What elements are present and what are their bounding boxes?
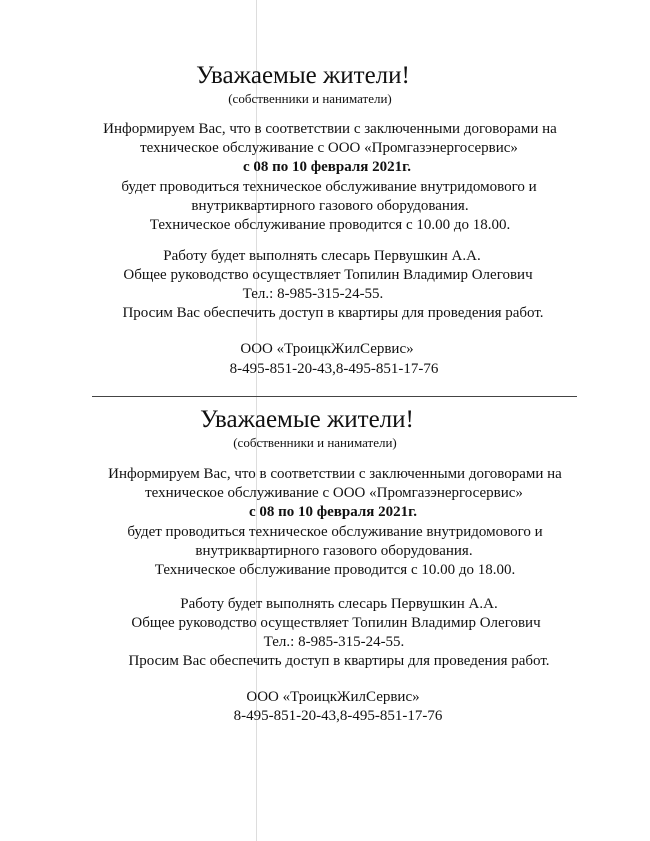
- notice-work-line-1: будет проводиться техническое обслуживание внутридомового и: [121, 179, 537, 195]
- notice-request: Просим Вас обеспечить доступ в квартиры для проведения работ.: [122, 305, 544, 321]
- notice-request: Просим Вас обеспечить доступ в квартиры для проведения работ.: [128, 653, 550, 669]
- notice-work-line-1: будет проводиться техническое обслуживание внутридомового и: [127, 524, 543, 540]
- notice-info-line-1: Информируем Вас, что в соответствии с заключенными договорами на: [108, 466, 562, 482]
- notice-phone: Тел.: 8-985-315-24-55.: [242, 286, 384, 302]
- notice-manager: Общее руководство осуществляет Топилин Владимир Олегович: [131, 615, 541, 631]
- notice-info-line-2: техническое обслуживание с ООО «Промгазэнергосервис»: [140, 140, 518, 156]
- notice-manager: Общее руководство осуществляет Топилин Владимир Олегович: [123, 267, 533, 283]
- notice-worker: Работу будет выполнять слесарь Первушкин А.А.: [180, 596, 498, 612]
- notice-work-line-2: внутриквартирного газового оборудования.: [191, 198, 469, 214]
- notice-subtitle: (собственники и наниматели): [233, 435, 397, 450]
- notice-hours: Техническое обслуживание проводится с 10.00 до 18.00.: [149, 217, 511, 233]
- notice-dates: с 08 по 10 февраля 2021г.: [242, 159, 412, 175]
- notice-phone: Тел.: 8-985-315-24-55.: [263, 634, 405, 650]
- notice-dates: с 08 по 10 февраля 2021г.: [248, 504, 418, 520]
- notice-hours: Техническое обслуживание проводится с 10.00 до 18.00.: [154, 562, 516, 578]
- cut-divider-line: [92, 396, 577, 397]
- notice-title: Уважаемые жители!: [196, 62, 410, 89]
- notice-company-phones: 8-495-851-20-43,8-495-851-17-76: [233, 708, 443, 724]
- notice-info-line-1: Информируем Вас, что в соответствии с заключенными договорами на: [103, 121, 557, 137]
- notice-worker: Работу будет выполнять слесарь Первушкин А.А.: [163, 248, 481, 264]
- notice-subtitle: (собственники и наниматели): [228, 91, 392, 106]
- notice-company: ООО «ТроицкЖилСервис»: [240, 341, 414, 357]
- notice-work-line-2: внутриквартирного газового оборудования.: [195, 543, 473, 559]
- notice-info-line-2: техническое обслуживание с ООО «Промгазэнергосервис»: [145, 485, 523, 501]
- notice-company: ООО «ТроицкЖилСервис»: [246, 689, 420, 705]
- notice-company-phones: 8-495-851-20-43,8-495-851-17-76: [229, 361, 439, 377]
- notice-title: Уважаемые жители!: [200, 406, 414, 433]
